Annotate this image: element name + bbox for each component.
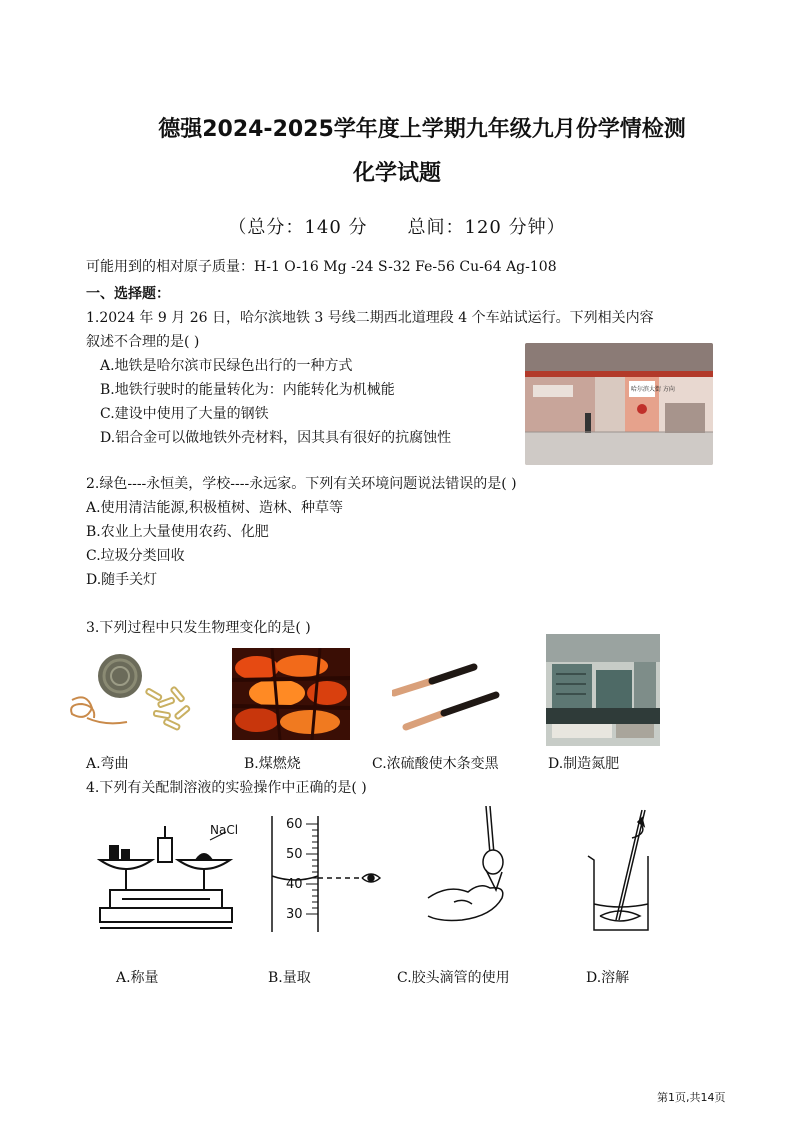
dissolving-beaker-diagram — [586, 808, 666, 936]
station-sign-text: 哈尔滨大街 方向 — [631, 386, 675, 393]
q2-option-c: C.垃圾分类回收 — [86, 548, 185, 564]
q3-option-b: B.煤燃烧 — [244, 756, 301, 772]
tick-50: 50 — [286, 847, 303, 862]
q2-option-a: A.使用清洁能源,积极植树、造林、种草等 — [86, 500, 344, 516]
q4-option-c: C.胶头滴管的使用 — [397, 970, 510, 986]
q4-option-b: B.量取 — [268, 970, 311, 986]
q1-option-c: C.建设中使用了大量的钢铁 — [100, 406, 269, 422]
q1-option-d: D.铝合金可以做地铁外壳材料，因其具有很好的抗腐蚀性 — [100, 430, 452, 446]
total-time: 总间：120 分钟） — [407, 217, 566, 238]
section-heading: 一、选择题： — [86, 286, 170, 302]
atomic-masses: 可能用到的相对原子质量：H-1 O-16 Mg -24 S-32 Fe-56 Cu-64 Ag-108 — [86, 259, 557, 275]
subway-station-photo — [525, 343, 713, 465]
q4-option-d: D.溶解 — [586, 970, 630, 986]
bending-wire-image — [62, 648, 207, 744]
q3-option-d: D.制造氮肥 — [548, 756, 620, 772]
exam-title: 德强2024-2025学年度上学期九年级九月份学情检测 — [158, 117, 686, 142]
exam-subtitle: 化学试题 — [352, 161, 441, 186]
q3-option-a: A.弯曲 — [86, 756, 129, 772]
q1-option-a: A.地铁是哈尔滨市民绿色出行的一种方式 — [100, 358, 353, 374]
fertilizer-factory-image — [546, 634, 660, 746]
q4-stem: 4.下列有关配制溶液的实验操作中正确的是( ) — [86, 780, 367, 796]
nacl-label: NaCl — [210, 823, 239, 837]
q3-stem: 3.下列过程中只发生物理变化的是( ) — [86, 620, 311, 636]
tick-30: 30 — [286, 907, 303, 922]
q2-option-d: D.随手关灯 — [86, 572, 158, 588]
total-score: （总分：140 分 — [228, 217, 368, 238]
balance-diagram — [92, 818, 242, 936]
page-number: 第1页,共14页 — [657, 1091, 726, 1104]
q2-option-b: B.农业上大量使用农药、化肥 — [86, 524, 269, 540]
q4-option-a: A.称量 — [116, 970, 159, 986]
q1-stem-line1: 1.2024 年 9 月 26 日，哈尔滨地铁 3 号线二期西北道理段 4 个车站试运行。下列相关内容 — [86, 310, 654, 326]
score-time-line — [0, 213, 794, 239]
tick-60: 60 — [286, 817, 303, 832]
q1-option-b: B.地铁行驶时的能量转化为：内能转化为机械能 — [100, 382, 395, 398]
q1-stem-line2: 叙述不合理的是( ) — [86, 334, 200, 350]
q3-option-c: C.浓硫酸使木条变黑 — [372, 756, 499, 772]
graduated-cylinder-diagram — [266, 812, 396, 934]
q2-stem: 2.绿色----永恒美，学校----永远家。下列有关环境问题说法错误的是( ) — [86, 476, 517, 492]
burning-coal-image — [232, 648, 350, 740]
tick-40: 40 — [286, 877, 303, 892]
blackened-stick-image — [392, 655, 502, 735]
dropper-diagram — [424, 804, 514, 928]
